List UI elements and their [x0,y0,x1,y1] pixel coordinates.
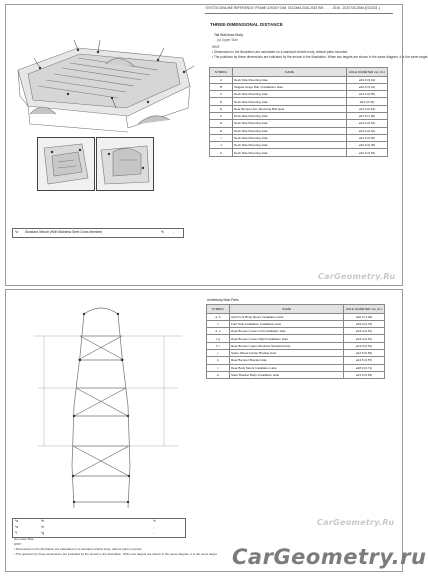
table-row: k Rear Bumper Bracket Hole ø14.5 (0.57) [207,357,385,364]
table-row: d, e Rear Bumper Lower Left Installation Hole ø13.0 (0.51) [207,328,385,335]
hint-line-2: • Dimensions in the illustration are calculated on a standard vehicle body, without parts mounted. [212,50,349,54]
table-row: I Deck Side Mounting Hole ø11.5 (0.45) [210,134,388,141]
table-row: K Deck Side Mounting Hole ø16.0 (0.63) [210,149,388,156]
page1-legend-table [12,228,184,238]
legend-key-a: *a [15,230,19,234]
table-row: D Deck Side Mounting Hole ø8.2 (0.32) [210,98,388,105]
legend-cell: *g [41,531,45,535]
table-row: A Deck Side Mounting Hole ø23.0 (0.91) [210,76,388,83]
col-symbol: SYMBOL [210,68,233,77]
hint-line-1: HINT: [212,45,220,49]
legend-key-b: *b [161,230,165,234]
brand-watermark: CarGeometry.ru [232,545,427,569]
page1-spec-table [209,67,388,157]
col-name: NAME [230,305,344,314]
table-row: G Deck Side Mounting Hole ø13.0 (0.51) [210,120,388,127]
frame-underbody-illustration [14,296,202,520]
table-row: h, i Rear Bumper Upper Mounted Standard Hole ø13.0 (0.51) [207,342,385,349]
sub-heading: Tail Wall Area Body [214,33,244,37]
inset-figure-right [96,137,154,191]
table-row: F Deck Side Mounting Hole ø27.0 (1.06) [210,112,388,119]
table-row: a, b Cab Front Body Mount Installation Hole ø32.0 (1.26) [207,313,385,320]
inset-figure-left [37,137,95,191]
col-diameter: HOLE DIAMETER mm (in.) [347,68,388,77]
legend-cell: *e [41,525,45,529]
legend-cell: - [153,526,155,529]
bottom-note-title: (b) Lower Side [14,537,34,541]
page1-watermark: CarGeometry.Ru [318,272,396,281]
table-row: j Spare Wheel Carrier Bracket Hole ø12.8 (0.50) [207,349,385,356]
table-header-row [210,68,388,77]
col-diameter: HOLE DIAMETER mm (in.) [344,305,385,314]
legend-dash: - [173,231,175,234]
note-line-2: • Dimensions in the illustration are calculated on a standard vehicle body, without parts mounted. [14,547,143,551]
table-row: B Tailgate Hinge Bolt / Installation Hole ø10.5 (0.41) [210,83,388,90]
table-row: H Deck Side Mounting Hole ø23.0 (0.91) [210,127,388,134]
legend-cell: *c [153,519,156,523]
page1-header-rule [205,13,393,14]
note-line-1: HINT: [14,542,22,546]
table-header-row [207,305,385,314]
hint-line-3: • The positions by these dimensions are indicated by the arrows in the illustration. When two targets are shown in the same diagram, it is the same target. [212,55,428,59]
col-name: NAME [233,68,347,77]
legend-cell: *d [15,525,19,529]
page2-legend-table [12,518,186,538]
table-row: f, g Rear Bumper Lower Right Installation Hole ø13.0 (0.51) [207,335,385,342]
page2-watermark: CarGeometry.Ru [317,518,395,527]
page2-table-title: Underbody Main Parts [207,298,239,302]
page2-spec-table [206,304,385,379]
table-row: E Rear Bumper Arm Mounting Bolt Hole ø11.0 (0.43) [210,105,388,112]
section-title: THREE-DIMENSIONAL DISTANCE [210,22,283,27]
table-row: J Deck Side Mounting Hole ø10.0 (0.39) [210,142,388,149]
table-row: m Steer Bracket Body Installation Hole ø13.5 (0.53) [207,371,385,378]
truck-bed-illustration [8,28,204,140]
inset-left-drawing [38,138,94,190]
table-row: C Deck Side Mounting Hole ø14.0 (0.55) [210,91,388,98]
legend-cell: *a [15,519,19,523]
col-symbol: SYMBOL [207,305,230,314]
legend-cell: *b [41,519,45,523]
sub-sub-heading: (a) Upper Side [217,38,238,42]
legend-cell: *f [15,531,18,535]
note-line-3: • The positions by these dimensions are indicated by the arrows in the illustration. When two targets are shown in the same diagram, it is the same target. [14,552,218,556]
legend-cell: - [153,532,155,535]
table-row: c Fuel Tank Installation Installation Hole ø19.0 (0.75) [207,320,385,327]
table-row: l Rear Body Mount Installation Hole ø18.0 (0.71) [207,364,385,371]
legend-text: Standard Vehicle (With Stainless Steel Cross Member) [25,230,103,234]
inset-right-drawing [97,138,153,190]
page1-header: TOYOTA GENUINE REFERENCE: FRAME & BODY DIM, TACOMA 2016-2023 RM . . . . . 2016 - 2023 TACOMA [01/2023 -] [205,6,380,10]
